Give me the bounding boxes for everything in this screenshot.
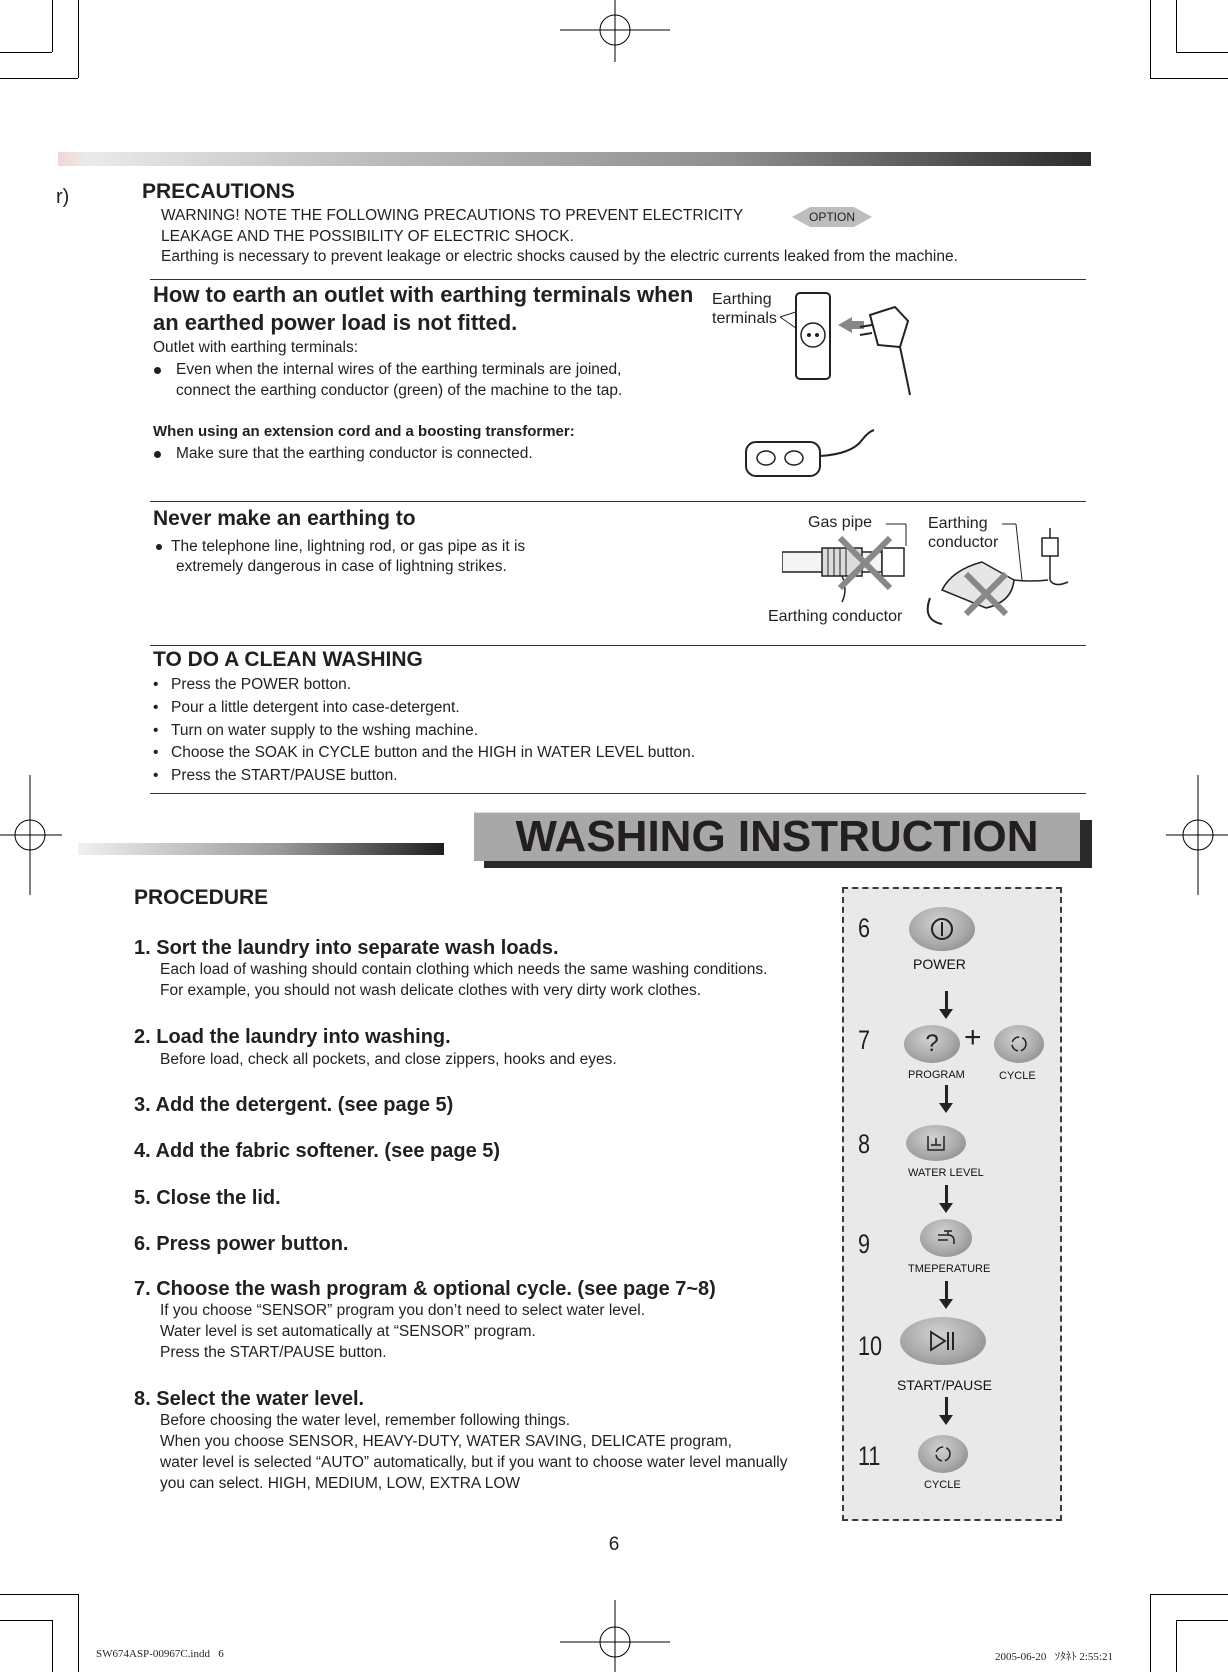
clean-washing-item-3: Turn on water supply to the wshing machine. [171, 722, 479, 739]
program-button[interactable] [904, 1025, 960, 1063]
divider [150, 279, 1086, 280]
panel-step-number: 7 [858, 1025, 871, 1055]
step-1-line-2: For example, you should not wash delicate clothes with very dirty work clothes. [160, 982, 702, 999]
clean-washing-item-1: Press the POWER botton. [171, 676, 352, 693]
procedure-title: PROCEDURE [134, 886, 269, 909]
extension-cord-illustration [742, 428, 902, 484]
temperature-label: TMEPERATURE [908, 1263, 991, 1275]
extension-cord-title: When using an extension cord and a boosting transformer: [153, 423, 575, 440]
temperature-button[interactable] [920, 1219, 972, 1257]
earth-outlet-bullet-line-2: connect the earthing conductor (green) of the machine to the tap. [176, 382, 623, 399]
earth-outlet-title-1: How to earth an outlet with earthing terminals when [153, 282, 694, 307]
down-arrow-icon [945, 1281, 948, 1301]
cycle-label: CYCLE [999, 1070, 1036, 1082]
step-7-line-1: If you choose “SENSOR” program you don’t need to select water level. [160, 1302, 646, 1319]
option-badge: OPTION [792, 207, 872, 227]
divider [150, 793, 1086, 794]
clean-washing-item-5: Press the START/PAUSE button. [171, 767, 398, 784]
header-gradient-bar [58, 152, 1091, 166]
registration-mark-bottom [560, 1600, 670, 1672]
earthing-terminals-label: Earthing terminals [712, 291, 777, 327]
step-8-line-2: When you choose SENSOR, HEAVY-DUTY, WATER SAVING, DELICATE program, [160, 1433, 732, 1450]
step-1-line-1: Each load of washing should contain clothing which needs the same washing conditions. [160, 961, 768, 978]
start-pause-button[interactable] [900, 1317, 986, 1365]
panel-step-number: 11 [858, 1441, 881, 1471]
water-level-icon [925, 1133, 947, 1153]
divider [150, 501, 1086, 502]
banner-title: WASHING INSTRUCTION [515, 812, 1039, 861]
panel-step-number: 6 [858, 913, 871, 943]
step-7-line-3: Press the START/PAUSE button. [160, 1344, 387, 1361]
cycle-button[interactable] [994, 1025, 1044, 1063]
step-5-heading: 5. Close the lid. [134, 1187, 281, 1209]
warning-line-1: WARNING! NOTE THE FOLLOWING PRECAUTIONS TO PREVENT ELECTRICITY [161, 207, 744, 224]
footer-date: 2005-06-20 ｿﾀﾈﾄ 2:55:21 [995, 1651, 1113, 1663]
program-label: PROGRAM [908, 1069, 965, 1081]
step-2-line-1: Before load, check all pockets, and close zippers, hooks and eyes. [160, 1051, 617, 1068]
warning-line-2: LEAKAGE AND THE POSSIBILITY OF ELECTRIC SHOCK. [161, 228, 574, 245]
water-level-label: WATER LEVEL [908, 1167, 984, 1179]
cycle-label-2: CYCLE [924, 1479, 961, 1491]
start-pause-label: START/PAUSE [897, 1377, 992, 1393]
registration-mark-right [1166, 775, 1228, 895]
stray-label: r) [56, 186, 70, 208]
clean-washing-item: • [153, 767, 159, 784]
power-label: POWER [913, 956, 966, 972]
outlet-plug-illustration [760, 285, 930, 405]
step-8-line-4: you can select. HIGH, MEDIUM, LOW, EXTRA LOW [160, 1475, 521, 1492]
clean-washing-item: • [153, 676, 159, 693]
play-pause-icon [928, 1329, 958, 1353]
bullet-dot [154, 451, 161, 458]
down-arrow-icon [945, 991, 948, 1011]
banner-box [474, 812, 1080, 861]
plus-sign: + [964, 1021, 982, 1054]
cycle-button-2[interactable] [918, 1435, 968, 1473]
extension-cord-bullet: Make sure that the earthing conductor is connected. [176, 445, 533, 462]
step-8-heading: 8. Select the water level. [134, 1388, 365, 1410]
earth-outlet-subtitle: Outlet with earthing terminals: [153, 339, 359, 356]
clean-washing-title: TO DO A CLEAN WASHING [153, 648, 423, 671]
registration-mark-top [560, 0, 670, 62]
never-earth-bullet-line-1: The telephone line, lightning rod, or gas pipe as it is [171, 538, 526, 555]
step-8-line-1: Before choosing the water level, remember following things. [160, 1412, 571, 1429]
clean-washing-item: • [153, 722, 159, 739]
gas-pipe-label: Gas pipe [808, 514, 873, 531]
step-7-line-2: Water level is set automatically at “SENSOR” program. [160, 1323, 536, 1340]
earth-outlet-title-2: an earthed power load is not fitted. [153, 310, 518, 335]
water-level-button[interactable] [906, 1125, 966, 1161]
power-button[interactable] [909, 907, 975, 951]
clean-washing-item-2: Pour a little detergent into case-detergent. [171, 699, 460, 716]
step-8-line-3: water level is selected “AUTO” automatically, but if you want to choose water level manually [160, 1454, 788, 1471]
panel-step-number: 10 [858, 1331, 883, 1361]
clean-washing-item-4: Choose the SOAK in CYCLE button and the HIGH in WATER LEVEL button. [171, 744, 696, 761]
control-panel [842, 887, 1062, 1521]
banner-gradient-bar [78, 843, 444, 855]
question-icon: ? [925, 1030, 939, 1057]
cycle-icon [1008, 1033, 1030, 1055]
down-arrow-icon [945, 1397, 948, 1417]
panel-step-number: 9 [858, 1229, 871, 1259]
clean-washing-item: • [153, 699, 159, 716]
precautions-title: PRECAUTIONS [142, 180, 295, 203]
bullet-dot [154, 367, 161, 374]
registration-mark-left [0, 775, 62, 895]
divider [150, 645, 1086, 646]
clean-washing-item: • [153, 744, 159, 761]
earth-outlet-bullet-line-1: Even when the internal wires of the earthing terminals are joined, [176, 361, 622, 378]
step-6-heading: 6. Press power button. [134, 1233, 349, 1255]
never-earth-title: Never make an earthing to [153, 507, 416, 530]
earthing-conductor-bottom-label: Earthing conductor [768, 608, 903, 625]
panel-step-number: 8 [858, 1129, 871, 1159]
power-icon [929, 916, 955, 942]
down-arrow-icon [945, 1185, 948, 1205]
footer-file: SW674ASP-00967C.indd 6 [96, 1648, 224, 1660]
bullet-dot [156, 544, 162, 550]
cycle-icon [932, 1443, 954, 1465]
earthing-conductor-label: Earthing conductor [928, 515, 999, 551]
never-earth-bullet-line-2: extremely dangerous in case of lightning strikes. [176, 558, 507, 575]
down-arrow-icon [945, 1085, 948, 1105]
step-2-heading: 2. Load the laundry into washing. [134, 1026, 451, 1048]
step-7-heading: 7. Choose the wash program & optional cycle. (see page 7~8) [134, 1278, 716, 1300]
step-1-heading: 1. Sort the laundry into separate wash loads. [134, 937, 559, 959]
step-3-heading: 3. Add the detergent. (see page 5) [134, 1094, 454, 1116]
faucet-icon [934, 1227, 958, 1249]
page-number: 6 [608, 1534, 620, 1555]
step-4-heading: 4. Add the fabric softener. (see page 5) [134, 1140, 501, 1162]
warning-line-3: Earthing is necessary to prevent leakage or electric shocks caused by the electric currents leaked from the machine. [161, 248, 958, 265]
